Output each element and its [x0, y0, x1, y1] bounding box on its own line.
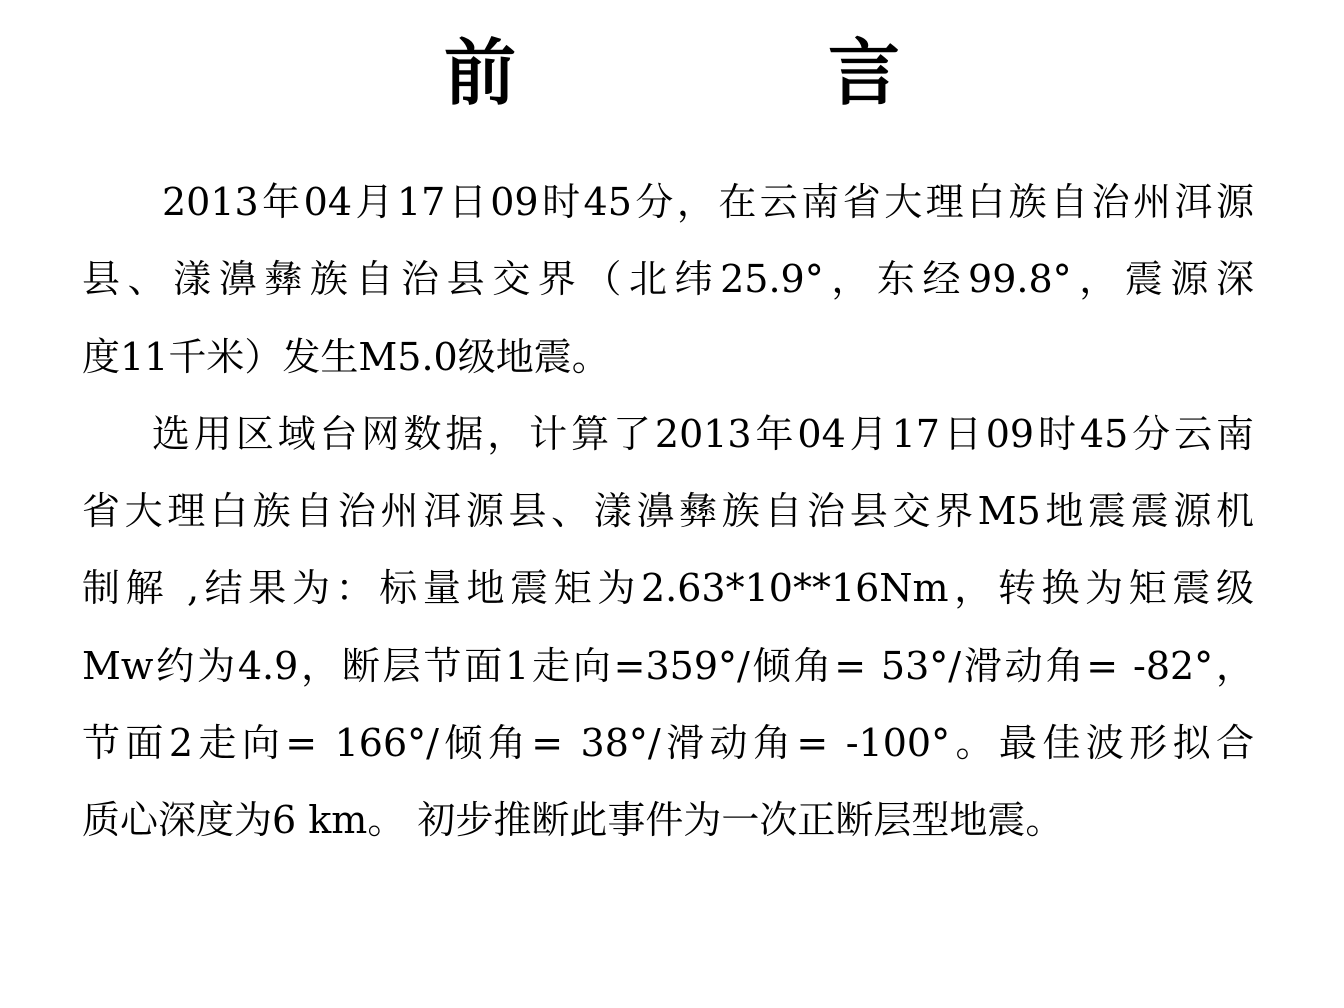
paragraph-line: 县、漾濞彝族自治县交界（北纬25.9°，东经99.8°，震源深: [82, 257, 1254, 302]
paragraph-line: 制解 ,结果为：标量地震矩为2.63*10**16Nm，转换为矩震级: [82, 566, 1254, 611]
paragraph-line: 省大理白族自治州洱源县、漾濞彝族自治县交界M5地震震源机: [82, 489, 1254, 534]
paragraph-line: 质心深度为6 km。 初步推断此事件为一次正断层型地震。: [82, 798, 1064, 843]
paragraph-line: 2013年04月17日09时45分，在云南省大理白族自治州洱源: [162, 180, 1254, 224]
body-text: [82, 164, 1254, 860]
paragraph-2: [82, 396, 1254, 860]
paragraph-line: 节面2走向= 166°/倾角= 38°/滑动角= -100°。最佳波形拟合: [82, 721, 1254, 766]
paragraph-1: [82, 164, 1254, 396]
paragraph-line: 选用区域台网数据，计算了2013年04月17日09时45分云南: [152, 411, 1254, 456]
page-title: 前 言: [443, 31, 1020, 115]
paragraph-line: 度11千米）发生M5.0级地震。: [82, 334, 610, 379]
paragraph-line: Mw约为4.9，断层节面1走向=359°/倾角= 53°/滑动角= -82°，: [82, 643, 1254, 688]
